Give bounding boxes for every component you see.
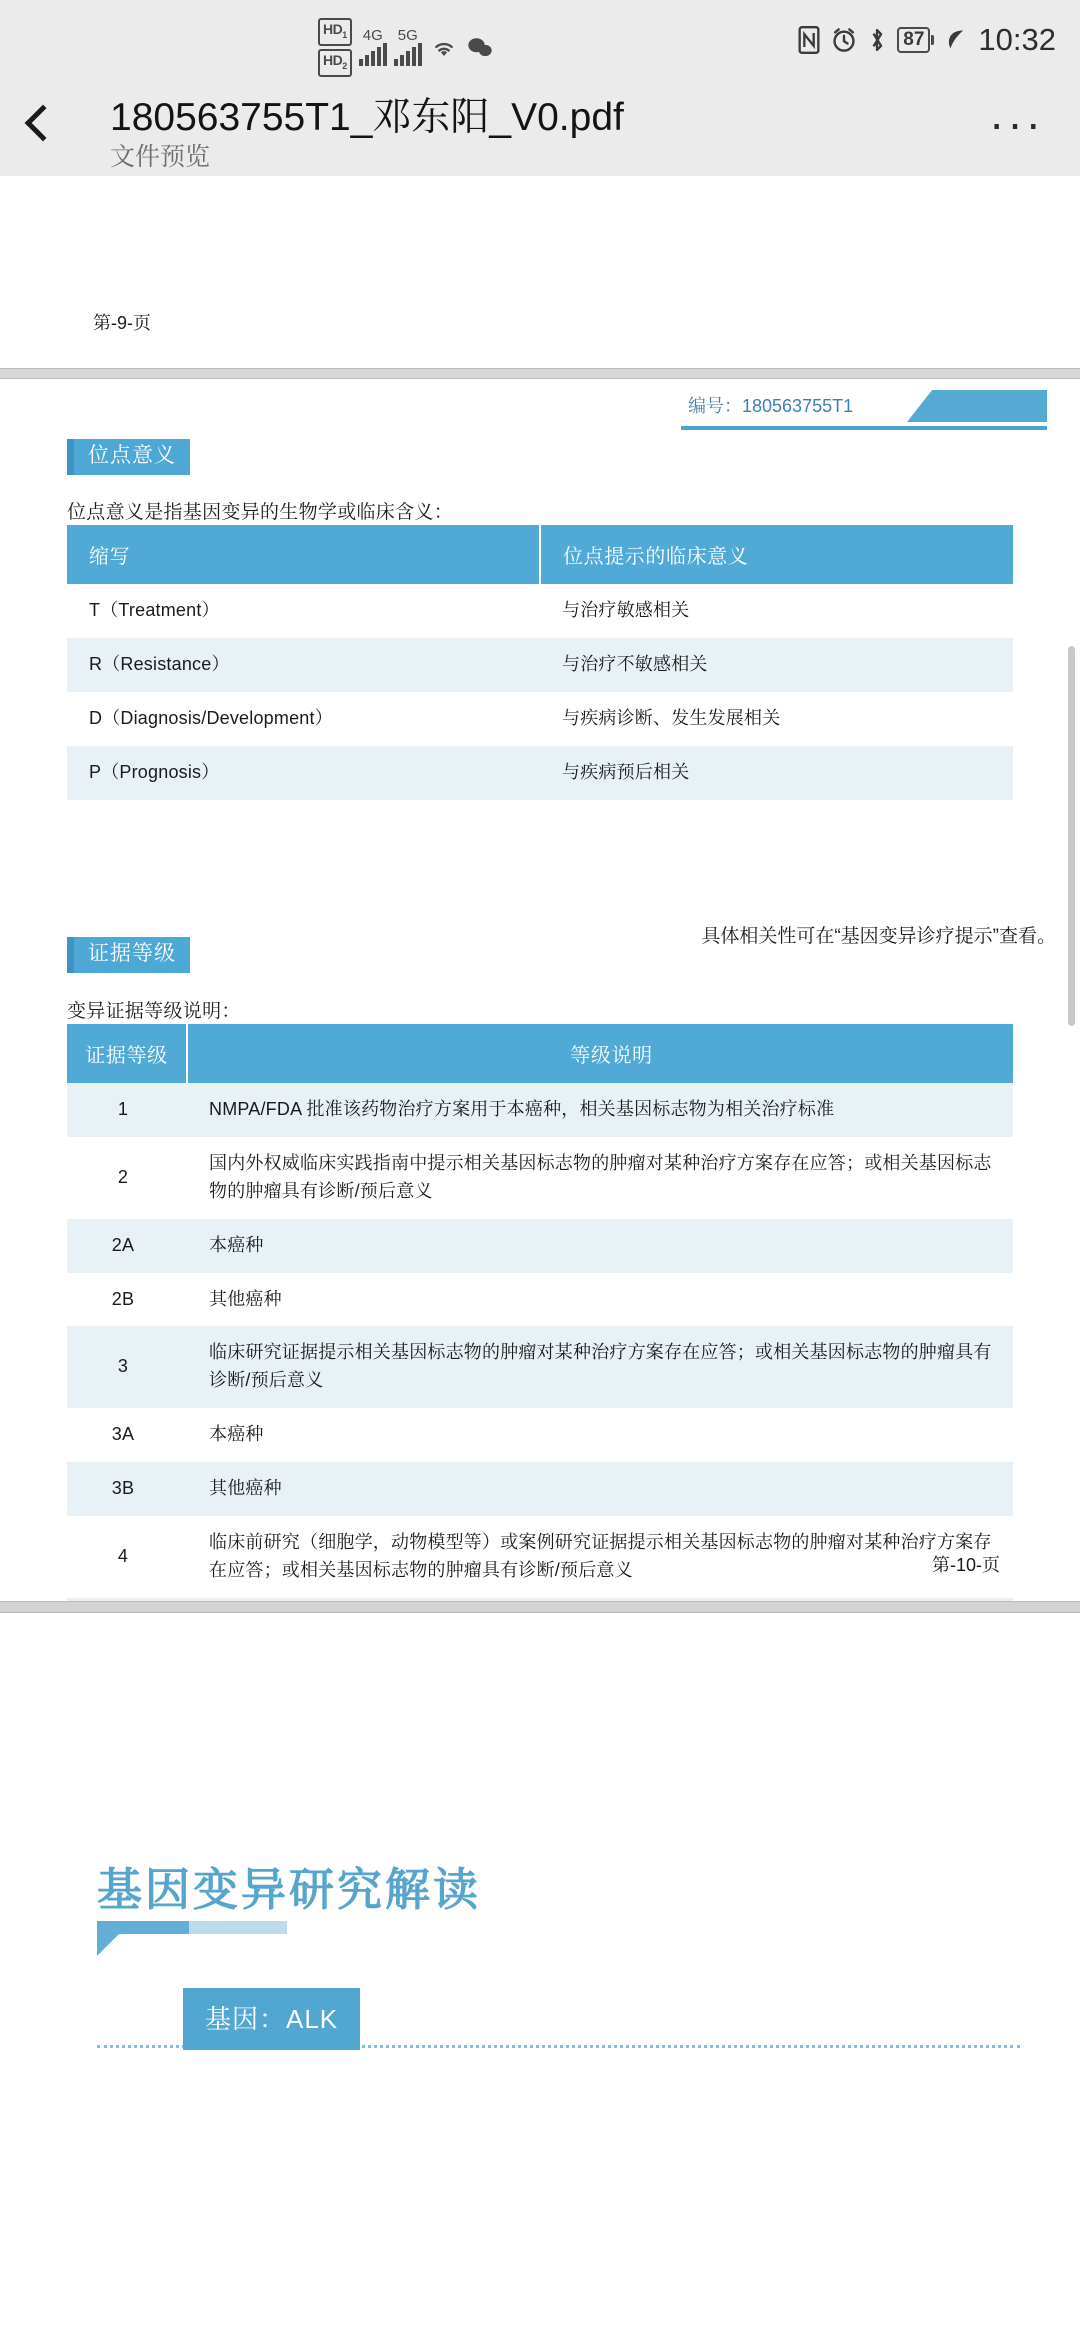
cell-level: 2A — [67, 1219, 187, 1273]
table-row — [67, 746, 1013, 800]
table-header-row — [67, 1024, 1013, 1083]
wechat-icon — [466, 35, 494, 59]
section-badge-evidence-level — [67, 937, 190, 973]
dual-sim-hd-icons — [318, 18, 352, 77]
th-abbreviation: 缩写 — [67, 525, 540, 584]
vertical-scrollbar[interactable] — [1068, 646, 1075, 1026]
signal-4g — [359, 26, 387, 66]
cell-desc: NMPA/FDA 批准该药物治疗方案用于本癌种，相关基因标志物为相关治疗标准 — [187, 1083, 1013, 1137]
table-row — [67, 1219, 1013, 1273]
nfc-icon — [798, 26, 820, 54]
status-bar-left-cluster — [318, 18, 494, 77]
bluetooth-icon — [868, 26, 886, 54]
cell-desc: 临床前研究（细胞学，动物模型等）或案例研究证据提示相关基因标志物的肿瘤对某种治疗方案存在应答；或相关基因标志物的肿瘤具有诊断/预后意义 — [187, 1516, 1013, 1598]
table-row — [67, 1273, 1013, 1327]
gene-chip: 基因：ALK — [183, 1988, 360, 2050]
wifi-icon — [429, 35, 459, 59]
cell-abbr: T（Treatment） — [67, 584, 540, 638]
table-row — [67, 584, 1013, 638]
pdf-page-next — [0, 1613, 1080, 2340]
cell-level: 3 — [67, 1326, 187, 1408]
pdf-page-current — [0, 379, 1080, 1601]
cell-level: 1 — [67, 1083, 187, 1137]
cell-level: 2 — [67, 1137, 187, 1219]
title-decoration-solid — [97, 1921, 189, 1934]
next-page-title: 基因变异研究解读 — [97, 1864, 482, 1915]
cell-abbr: R（Resistance） — [67, 638, 540, 692]
battery-icon — [897, 27, 934, 53]
cell-meaning: 与疾病诊断、发生发展相关 — [540, 692, 1013, 746]
eco-icon — [945, 27, 967, 53]
cell-level: 3B — [67, 1462, 187, 1516]
cell-meaning: 与治疗不敏感相关 — [540, 638, 1013, 692]
table-row — [67, 1516, 1013, 1598]
alarm-icon — [831, 27, 857, 53]
section-badge-site-significance — [67, 439, 190, 475]
page-separator-2 — [0, 1601, 1080, 1613]
cell-desc: 国内外权威临床实践指南中提示相关基因标志物的肿瘤对某种治疗方案存在应答；或相关基因标志物的肿瘤具有诊断/预后意义 — [187, 1137, 1013, 1219]
signal-5g — [394, 26, 422, 66]
section-badge-label: 证据等级 — [74, 937, 190, 973]
table-row — [67, 1408, 1013, 1462]
header-underline — [681, 426, 1047, 430]
status-bar-right-cluster — [798, 22, 1056, 58]
table-row — [67, 1462, 1013, 1516]
table-row — [67, 1326, 1013, 1408]
section2-intro-text: 变异证据等级说明： — [67, 1001, 241, 1022]
cell-desc: 其他癌种 — [187, 1462, 1013, 1516]
table-row — [67, 638, 1013, 692]
cell-desc: 其他癌种 — [187, 1273, 1013, 1327]
cell-level: 2B — [67, 1273, 187, 1327]
status-bar — [0, 0, 1080, 88]
hd1-icon: $HD_1$ — [318, 18, 352, 46]
report-number: 编号：180563755T1 — [688, 396, 854, 416]
signal-bars-icon — [359, 42, 387, 66]
app-bar — [0, 88, 1080, 176]
net-label-5g: 5G — [397, 26, 418, 44]
page-separator — [0, 368, 1080, 379]
table-header-row — [67, 525, 1013, 584]
site-significance-table — [67, 525, 1013, 800]
section-badge-label: 位点意义 — [74, 439, 190, 475]
clock: 10:32 — [978, 22, 1056, 57]
section1-intro-text: 位点意义是指基因变异的生物学或临床含义： — [67, 502, 454, 523]
cell-meaning: 与疾病预后相关 — [540, 746, 1013, 800]
th-level-description: 等级说明 — [187, 1024, 1013, 1083]
th-evidence-level: 证据等级 — [67, 1024, 187, 1083]
more-options-icon[interactable]: ··· — [989, 97, 1044, 149]
net-label-4g: 4G — [362, 26, 383, 44]
document-header — [681, 388, 1047, 430]
cell-desc: 本癌种 — [187, 1219, 1013, 1273]
cell-abbr: D（Diagnosis/Development） — [67, 692, 540, 746]
header-decoration-shape — [907, 390, 1047, 422]
table-row — [67, 1083, 1013, 1137]
hd2-icon: $HD_2$ — [318, 49, 352, 77]
back-button-icon[interactable] — [25, 105, 62, 142]
th-clinical-meaning: 位点提示的临床意义 — [540, 525, 1013, 584]
cell-abbr: P（Prognosis） — [67, 746, 540, 800]
cell-desc: 本癌种 — [187, 1408, 1013, 1462]
cell-meaning: 与治疗敏感相关 — [540, 584, 1013, 638]
signal-bars-icon-2 — [394, 42, 422, 66]
pdf-viewer[interactable] — [0, 176, 1080, 2340]
cell-level: 3A — [67, 1408, 187, 1462]
table-row — [67, 692, 1013, 746]
pdf-page-previous — [0, 176, 1080, 368]
title-decoration-bar — [97, 1921, 287, 1934]
battery-level: 87 — [897, 27, 930, 53]
title-decoration-triangle-icon — [97, 1934, 119, 1956]
cell-desc: 临床研究证据提示相关基因标志物的肿瘤对某种治疗方案存在应答；或相关基因标志物的肿瘤具有诊断/预后意义 — [187, 1326, 1013, 1408]
current-page-footer: 第-10-页 — [931, 1555, 1000, 1575]
page-title: 180563755T1_邓东阳_V0.pdf — [110, 96, 624, 139]
section1-note: 具体相关性可在“基因变异诊疗提示”查看。 — [701, 926, 1056, 947]
cell-level: 4 — [67, 1516, 187, 1598]
badge-left-bar — [67, 937, 74, 973]
previous-page-footer: 第-9-页 — [93, 313, 151, 333]
table-row — [67, 1137, 1013, 1219]
page-subtitle: 文件预览 — [110, 143, 211, 171]
badge-left-bar — [67, 439, 74, 475]
